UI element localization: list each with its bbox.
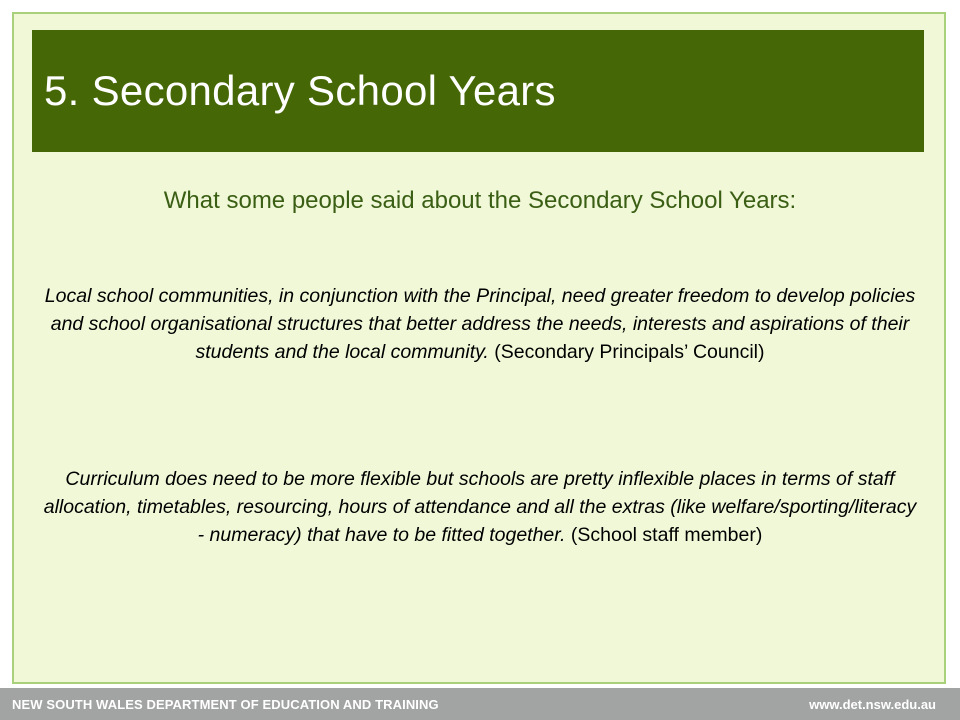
title-bar [32,30,924,152]
quote-attribution: (School staff member) [570,524,763,546]
slide-subtitle: What some people said about the Secondary School Years: [163,187,797,214]
slide-title: 5. Secondary School Years [44,67,556,114]
footer-website: www.det.nsw.edu.au [809,696,936,712]
quote-text: Local school communities, in conjunction with the Principal, need greater freedom to develop policies and school organisational structures that better address the needs, interests and aspirations of their students and the local community. [44,285,916,363]
footer-bar [0,688,960,720]
quote-block [38,465,922,549]
quote-text: Curriculum does need to be more flexible but schools are pretty inflexible places in terms of staff allocation, timetables, resourcing, hours of attendance and all the extras (like welfare/sporting/literacy - numeracy) that have to be fitted together. [43,468,917,546]
footer-organisation: NEW SOUTH WALES DEPARTMENT OF EDUCATION AND TRAINING [12,696,439,712]
quote-attribution: (Secondary Principals’ Council) [494,341,765,363]
quote-block [38,282,922,366]
